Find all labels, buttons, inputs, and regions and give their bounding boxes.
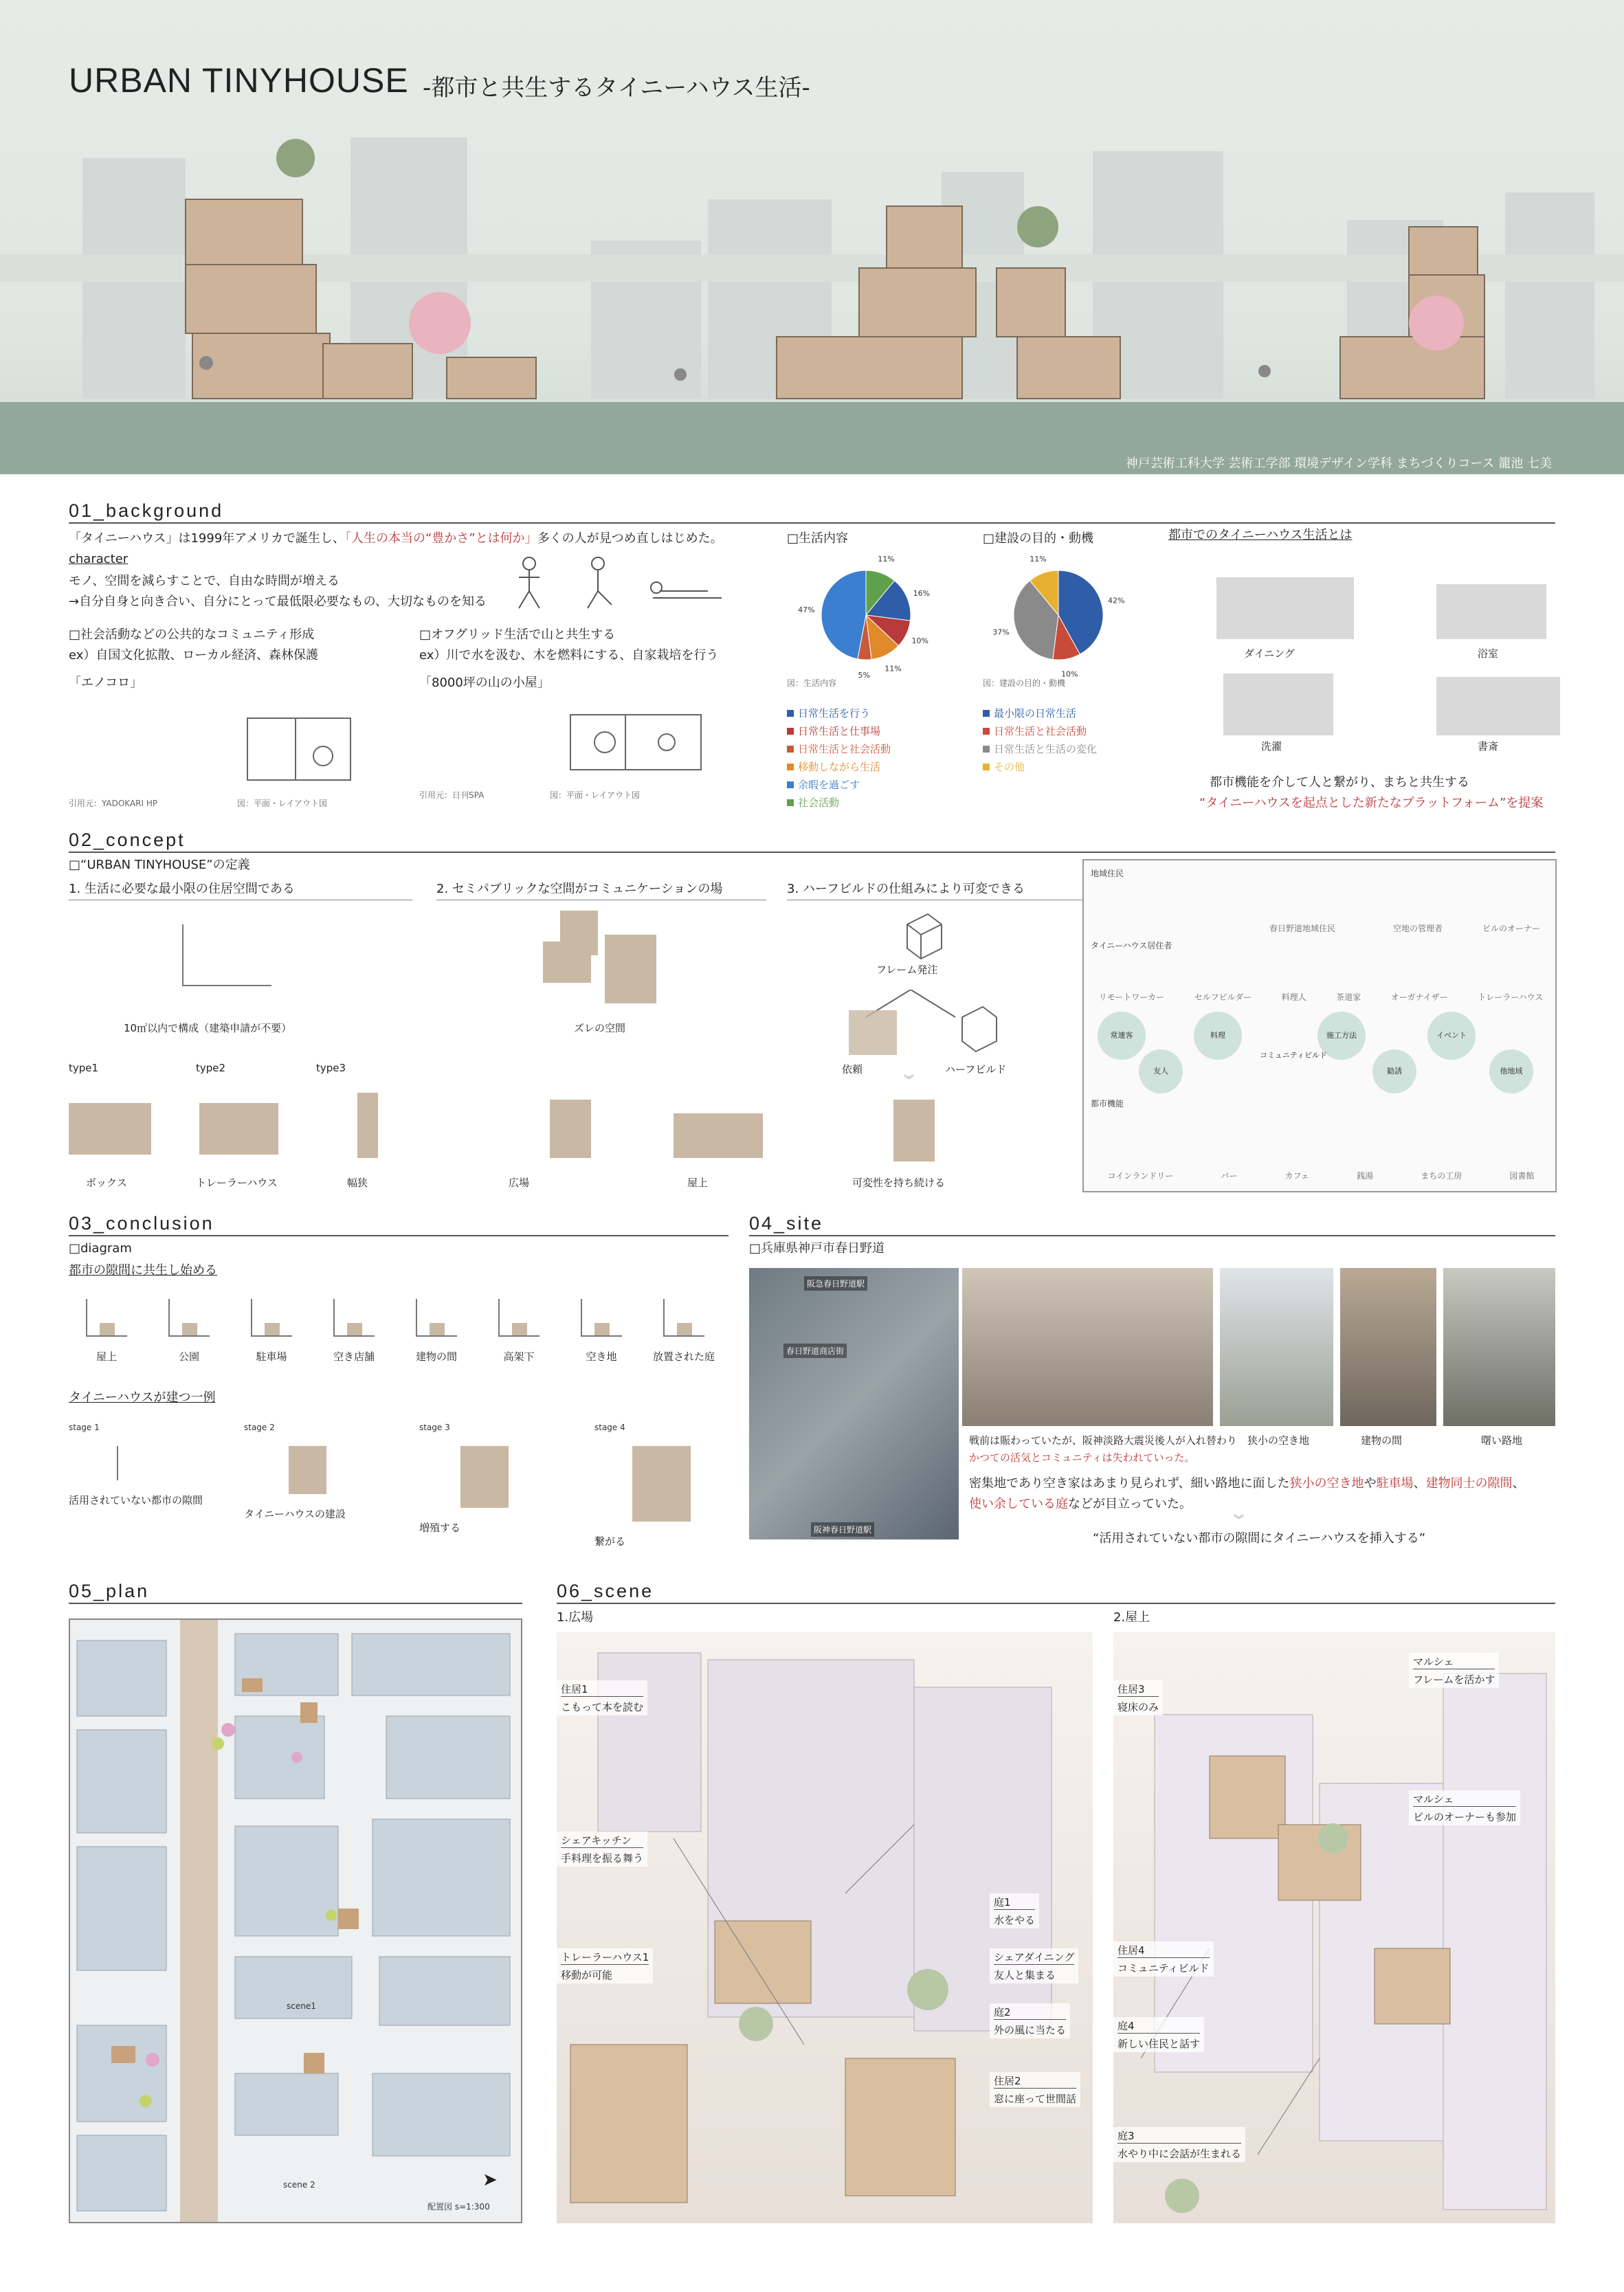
gap-title: 都市の隙間に共生し始める bbox=[69, 1263, 217, 1278]
legend-entry bbox=[787, 722, 891, 740]
pie-slice-label: 16% bbox=[913, 588, 931, 598]
growth-stage bbox=[244, 1423, 402, 1521]
stage-caption: 繋がる bbox=[594, 1535, 626, 1548]
network-city-row bbox=[1084, 1170, 1558, 1181]
section-rule bbox=[749, 1235, 1555, 1236]
annotation-title: シェアキッチン bbox=[561, 1833, 643, 1848]
offgrid-example: ex）川で水を汲む、木を燃料にする、自家栽培を行う bbox=[419, 648, 719, 663]
site-plan bbox=[69, 1618, 522, 2223]
gap-label: 高架下 bbox=[503, 1350, 535, 1363]
stage-label: stage 2 bbox=[244, 1423, 275, 1432]
zure-label: ズレの空間 bbox=[574, 1022, 626, 1034]
intro-text: 「タイニーハウス」は1999年アメリカで誕生し、 bbox=[69, 531, 346, 546]
site-text-highlight: 駐車場 bbox=[1376, 1476, 1414, 1491]
request-cube bbox=[849, 1010, 897, 1055]
network-city-item: まちの工房 bbox=[1421, 1171, 1462, 1181]
legend-label: 余暇を過ごす bbox=[798, 779, 860, 791]
annotation-text: ビルのオーナーも参加 bbox=[1413, 1811, 1517, 1823]
network-th-item: リモートワーカー bbox=[1098, 992, 1165, 1002]
plan-scale: 配置図 s=1:300 bbox=[427, 2202, 490, 2212]
gap-label: 空き店舗 bbox=[333, 1350, 375, 1363]
chevron-down-icon: ︾ bbox=[1234, 1513, 1245, 1526]
gap-icon bbox=[168, 1299, 210, 1337]
network-city-item: バー bbox=[1221, 1171, 1238, 1181]
legend-entry bbox=[787, 758, 891, 776]
network-circle: イベント bbox=[1427, 1012, 1476, 1060]
gap-icon bbox=[498, 1299, 540, 1337]
network-circle: 友人 bbox=[1139, 1049, 1183, 1093]
site-text-highlight: 使い余している庭 bbox=[969, 1497, 1068, 1511]
map-label: 春日野道商店街 bbox=[783, 1344, 847, 1358]
zure-block-2 bbox=[543, 942, 591, 983]
legend-label: 日常生活と社会活動 bbox=[994, 725, 1087, 737]
network-res-item: 春日野道地域住民 bbox=[1269, 924, 1336, 933]
annotation-title: 住居1 bbox=[561, 1682, 643, 1697]
pie-slice-label: 11% bbox=[885, 664, 902, 674]
concept-point-3: 3. ハーフビルドの仕組みにより可変できる bbox=[787, 880, 1103, 900]
annotation-text: 寝床のみ bbox=[1117, 1701, 1159, 1713]
scene-annotation bbox=[557, 1832, 647, 1867]
gap-label: 駐車場 bbox=[256, 1350, 287, 1363]
annotation-title: 庭4 bbox=[1117, 2018, 1200, 2034]
network-th-item: トレーラーハウス bbox=[1478, 992, 1544, 1002]
section-rule bbox=[69, 1603, 522, 1604]
site-text-3 bbox=[969, 1474, 1553, 1494]
legend-swatch bbox=[787, 781, 794, 788]
pie-chart-life-content bbox=[790, 550, 942, 687]
pie-slice-label: 10% bbox=[1061, 669, 1078, 679]
network-tinyhouse-row bbox=[1084, 991, 1558, 1003]
type1-name: ボックス bbox=[86, 1177, 127, 1189]
growth-stage bbox=[419, 1423, 577, 1535]
annotation-text: 移動が可能 bbox=[561, 1969, 613, 1981]
network-circle: 常連客 bbox=[1098, 1012, 1146, 1060]
site-text-highlight: 狭小の空き地 bbox=[1289, 1476, 1364, 1491]
map-label: 阪神春日野道駅 bbox=[811, 1522, 874, 1537]
network-tinyhouse-label: タイニーハウス居住者 bbox=[1091, 941, 1172, 950]
annotation-title: シェアダイニング bbox=[994, 1951, 1075, 1963]
gap-type bbox=[151, 1299, 227, 1364]
legend-label: 移動しながら生活 bbox=[798, 761, 881, 773]
annotation-title: 庭3 bbox=[1117, 2128, 1241, 2144]
case2-plan-caption: 図：平面・レイアウト図 bbox=[550, 790, 641, 800]
site-photo-alley bbox=[1443, 1268, 1555, 1426]
case2-source: 引用元：日刊SPA bbox=[419, 790, 485, 800]
site-photo-label: 狭小の空き地 bbox=[1247, 1434, 1310, 1447]
gap-icon bbox=[251, 1299, 292, 1337]
network-city-item: 銭湯 bbox=[1357, 1171, 1374, 1181]
pie-slice-label: 10% bbox=[911, 636, 928, 646]
gap-type bbox=[234, 1299, 309, 1364]
frame-order-label: フレーム発注 bbox=[876, 964, 938, 976]
section-rule bbox=[69, 1235, 728, 1236]
site-plan-drawing bbox=[70, 1620, 521, 2222]
site-text: 、 bbox=[1512, 1476, 1525, 1491]
city-bath-figure bbox=[1436, 584, 1546, 639]
scene-annotation bbox=[1113, 1941, 1214, 1977]
case1-source: 引用元：YADOKARI HP bbox=[69, 799, 158, 808]
legend-swatch bbox=[983, 746, 990, 753]
section-heading-conclusion: 03_conclusion bbox=[69, 1213, 214, 1234]
network-circle: 他地域 bbox=[1489, 1049, 1533, 1093]
site-text: や bbox=[1364, 1476, 1377, 1491]
section-rule bbox=[557, 1603, 1555, 1604]
stage-label: stage 1 bbox=[69, 1423, 100, 1432]
type2-label: type2 bbox=[196, 1062, 226, 1074]
legend-swatch bbox=[787, 728, 794, 735]
scene2-title: 2.屋上 bbox=[1113, 1610, 1150, 1625]
city-item-dining: ダイニング bbox=[1244, 647, 1295, 660]
case1-plan-caption: 図：平面・レイアウト図 bbox=[237, 799, 328, 808]
city-dining-figure bbox=[1216, 577, 1354, 639]
stage-caption: 活用されていない都市の隙間 bbox=[69, 1494, 203, 1506]
scene2-marker: scene 2 bbox=[283, 2180, 315, 2190]
pie2-caption: 図：建設の目的・動機 bbox=[983, 678, 1066, 688]
section-rule bbox=[69, 522, 1555, 524]
legend-entry bbox=[787, 776, 891, 794]
network-th-item: オーガナイザー bbox=[1390, 992, 1448, 1002]
poster-title: URBAN TINYHOUSE bbox=[69, 61, 409, 100]
community-example: ex）自国文化拡散、ローカル経済、森林保護 bbox=[69, 648, 319, 663]
type1-box bbox=[69, 1103, 151, 1155]
case2-floorplan bbox=[543, 701, 715, 783]
gap-types-row bbox=[69, 1299, 728, 1381]
scene1-annotations bbox=[557, 1632, 1093, 2223]
stage-label: stage 4 bbox=[594, 1423, 625, 1432]
minimum-space-diagram bbox=[182, 924, 271, 986]
stage-drawing bbox=[632, 1446, 691, 1522]
intro-text: 多くの人が見つめ直しはじめた。 bbox=[537, 531, 723, 546]
site-photo-arcade bbox=[962, 1268, 1213, 1426]
scene1-title: 1.広場 bbox=[557, 1610, 594, 1625]
city-title: 都市でのタイニーハウス生活とは bbox=[1168, 528, 1353, 542]
annotation-title: 庭1 bbox=[994, 1895, 1035, 1910]
city-text-2: “タイニーハウスを起点とした新たなプラットフォーム”を提案 bbox=[1199, 796, 1544, 810]
city-item-study: 書斎 bbox=[1478, 740, 1499, 753]
legend-label: 社会活動 bbox=[798, 797, 840, 809]
pie-slice-label: 47% bbox=[798, 605, 815, 614]
site-photo-label: 建物の間 bbox=[1361, 1434, 1403, 1447]
concept-definition: □“URBAN TINYHOUSE”の定義 bbox=[69, 858, 250, 872]
type3-narrow bbox=[357, 1093, 378, 1158]
gap-label: 放置された庭 bbox=[652, 1350, 715, 1363]
pie-slice-label: 11% bbox=[878, 555, 895, 564]
legend-swatch bbox=[983, 764, 990, 770]
type1-label: type1 bbox=[69, 1062, 99, 1074]
site-text: 、 bbox=[1413, 1476, 1426, 1491]
annotation-title: 住居3 bbox=[1117, 1682, 1159, 1697]
lifestyle-figures-icon bbox=[502, 550, 728, 612]
section-rule bbox=[69, 852, 1555, 853]
scene-annotation bbox=[990, 1948, 1078, 1983]
city-study-figure bbox=[1436, 677, 1560, 735]
legend-label: 日常生活を行う bbox=[798, 707, 871, 720]
growth-stage bbox=[69, 1423, 227, 1507]
stakeholder-network bbox=[1082, 859, 1557, 1192]
scene1-perspective bbox=[557, 1632, 1093, 2223]
network-circle: 料理 bbox=[1194, 1012, 1242, 1060]
pie-chart-purpose bbox=[983, 550, 1134, 687]
stage-drawing bbox=[117, 1446, 144, 1480]
scene-annotation bbox=[990, 2072, 1080, 2107]
legend-swatch bbox=[787, 799, 794, 806]
site-location: □兵庫県神戸市春日野道 bbox=[749, 1241, 885, 1256]
annotation-text: 手料理を振る舞う bbox=[561, 1852, 644, 1865]
growth-title: タイニーハウスが建つ一例 bbox=[69, 1390, 216, 1405]
site-insert-statement: “活用されていない都市の隙間にタイニーハウスを挿入する” bbox=[1093, 1531, 1426, 1546]
intro-highlight: 「人生の本当の“豊かさ”とは何か」 bbox=[345, 531, 537, 546]
pie2-title: □建設の目的・動機 bbox=[983, 531, 1094, 546]
section-heading-site: 04_site bbox=[749, 1213, 824, 1234]
north-arrow-icon: ➤ bbox=[482, 2170, 498, 2190]
annotation-text: 外の風に当たる bbox=[994, 2024, 1067, 2036]
annotation-text: フレームを活かす bbox=[1413, 1673, 1495, 1686]
case2-title: 「8000坪の山の小屋」 bbox=[419, 676, 550, 690]
annotation-title: 庭2 bbox=[994, 2005, 1066, 2020]
annotation-title: 住居2 bbox=[994, 2073, 1076, 2089]
stage-label: stage 3 bbox=[419, 1423, 450, 1432]
halfbuild-label: ハーフビルド bbox=[945, 1063, 1007, 1076]
site-text: 密集地であり空き家はあまり見られず、細い路地に面した bbox=[969, 1476, 1290, 1491]
case2-photo bbox=[419, 698, 540, 783]
site-text: などが目立っていた。 bbox=[1068, 1497, 1192, 1511]
case1-photo bbox=[69, 701, 199, 794]
legend-swatch bbox=[787, 710, 794, 717]
scene-annotation bbox=[1409, 1653, 1499, 1688]
city-text-1: 都市機能を介して人と繋がり、まちと共生する bbox=[1210, 775, 1469, 790]
growth-stages bbox=[69, 1423, 728, 1560]
type3-label: type3 bbox=[316, 1062, 346, 1074]
annotation-text: 水をやる bbox=[994, 1914, 1036, 1926]
type2-name: トレーラーハウス bbox=[196, 1177, 278, 1189]
plaza-block bbox=[550, 1100, 591, 1158]
scene-annotation bbox=[557, 1680, 647, 1715]
network-circle-label: コミュニティビルド bbox=[1260, 1051, 1327, 1060]
diagram-label: □diagram bbox=[69, 1241, 132, 1256]
gap-icon bbox=[581, 1299, 622, 1337]
growth-stage bbox=[594, 1423, 753, 1548]
scene-annotation bbox=[990, 1893, 1039, 1928]
author-credit: 神戸芸術工科大学 芸術工学部 環境デザイン学科 まちづくりコース 籠池 七美 bbox=[1125, 456, 1552, 471]
site-photo-label: 曙い路地 bbox=[1481, 1434, 1523, 1447]
rooftop-label: 屋上 bbox=[687, 1177, 709, 1189]
network-circles bbox=[1084, 1012, 1558, 1094]
network-residents-label: 地域住民 bbox=[1091, 869, 1124, 878]
gap-type bbox=[564, 1299, 639, 1364]
annotation-title: トレーラーハウス1 bbox=[561, 1951, 649, 1963]
annotation-text: 水やり中に会話が生まれる bbox=[1117, 2148, 1242, 2160]
section-heading-plan: 05_plan bbox=[69, 1581, 150, 1601]
rooftop-block bbox=[674, 1113, 763, 1158]
scene2-annotations bbox=[1113, 1632, 1555, 2223]
character-line-1: モノ、空間を減らすことで、自由な時間が増える bbox=[69, 574, 340, 588]
legend-label: 日常生活と仕事場 bbox=[798, 725, 881, 737]
site-photo-between bbox=[1340, 1268, 1436, 1426]
halfbuild-cube-icon bbox=[952, 1000, 1007, 1055]
annotation-title: 住居4 bbox=[1117, 1943, 1210, 1958]
legend-swatch bbox=[787, 764, 794, 770]
network-circle: 勧誘 bbox=[1372, 1049, 1416, 1093]
network-res-item: 空地の管理者 bbox=[1393, 924, 1443, 933]
request-label: 依頼 bbox=[842, 1063, 863, 1076]
legend-label: 最小限の日常生活 bbox=[994, 707, 1077, 720]
scene2-perspective bbox=[1113, 1632, 1555, 2223]
network-th-item: 料理人 bbox=[1281, 992, 1306, 1002]
gap-label: 公園 bbox=[178, 1350, 199, 1363]
legend-swatch bbox=[983, 710, 990, 717]
offgrid-title: □オフグリッド生活で山と共生する bbox=[419, 627, 616, 642]
stage-drawing bbox=[289, 1446, 326, 1494]
network-th-item: セルフビルダー bbox=[1194, 992, 1252, 1002]
network-city-item: カフェ bbox=[1284, 1171, 1309, 1181]
gap-icon bbox=[86, 1299, 127, 1337]
annotation-text: 友人と集まる bbox=[994, 1969, 1056, 1981]
site-text-highlight: 建物同士の隙間 bbox=[1425, 1476, 1513, 1491]
concept-point-2: 2. セミパブリックな空間がコミュニケーションの場 bbox=[436, 880, 766, 900]
background-intro bbox=[69, 529, 770, 549]
stage-drawing bbox=[460, 1446, 509, 1508]
legend-entry bbox=[983, 722, 1097, 740]
keep-variable-label: 可変性を持ち続ける bbox=[852, 1177, 946, 1189]
city-item-bath: 浴室 bbox=[1478, 647, 1499, 660]
section-heading-concept: 02_concept bbox=[69, 830, 186, 850]
poster-subtitle: -都市と共生するタイニーハウス生活- bbox=[423, 74, 810, 102]
stage-caption: 増殖する bbox=[419, 1522, 461, 1534]
gap-type bbox=[481, 1299, 557, 1364]
pie-slice bbox=[821, 570, 866, 659]
pie-slice-label: 42% bbox=[1108, 596, 1125, 605]
scene1-marker: scene1 bbox=[287, 2001, 316, 2011]
legend-swatch bbox=[787, 746, 794, 753]
area-note: 10㎡以内で構成（建築申請が不要） bbox=[124, 1022, 292, 1034]
annotation-text: 新しい住民と話す bbox=[1117, 2038, 1201, 2050]
annotation-title: マルシェ bbox=[1413, 1792, 1516, 1807]
legend-entry bbox=[787, 794, 891, 812]
character-label: character bbox=[69, 552, 129, 566]
network-city-label: 都市機能 bbox=[1091, 1099, 1124, 1109]
gap-type bbox=[316, 1299, 392, 1364]
gap-icon bbox=[333, 1299, 375, 1337]
pie1-legend bbox=[787, 704, 891, 812]
site-text-1: 戦前は賑わっていたが、阪神淡路大震災後人が入れ替わり bbox=[969, 1434, 1237, 1447]
scene-annotation bbox=[1113, 2017, 1204, 2052]
network-city-item: コインランドリー bbox=[1107, 1171, 1174, 1181]
gap-icon bbox=[663, 1299, 704, 1337]
chevron-down-icon: ︾ bbox=[904, 1073, 915, 1086]
plaza-label: 広場 bbox=[509, 1177, 530, 1189]
pie-slice-label: 5% bbox=[858, 670, 870, 680]
scene-annotation bbox=[990, 2003, 1070, 2038]
annotation-text: 窓に座って世間話 bbox=[994, 2093, 1077, 2105]
legend-entry bbox=[983, 740, 1097, 758]
legend-entry bbox=[983, 704, 1097, 722]
gap-label: 建物の間 bbox=[415, 1350, 457, 1363]
annotation-text: こもって本を読む bbox=[561, 1701, 644, 1713]
type3-name: 幅狭 bbox=[347, 1177, 368, 1189]
legend-entry bbox=[787, 704, 891, 722]
site-text-4 bbox=[969, 1495, 1192, 1515]
case1-floorplan bbox=[220, 708, 364, 790]
map-label: 阪急春日野道駅 bbox=[804, 1276, 867, 1291]
legend-entry bbox=[983, 758, 1097, 776]
gap-label: 屋上 bbox=[96, 1350, 117, 1363]
case1-title: 「エノコロ」 bbox=[69, 676, 143, 690]
pie-slice-label: 11% bbox=[1030, 555, 1047, 564]
network-res-item: ビルのオーナー bbox=[1482, 924, 1541, 933]
city-laundry-figure bbox=[1223, 674, 1333, 735]
annotation-title: マルシェ bbox=[1413, 1654, 1495, 1669]
variable-stack bbox=[893, 1100, 935, 1161]
legend-label: 日常生活と社会活動 bbox=[798, 743, 891, 755]
community-title: □社会活動などの公共的なコミュニティ形成 bbox=[69, 627, 315, 642]
gap-type bbox=[646, 1299, 722, 1364]
scene-annotation bbox=[1113, 2127, 1245, 2162]
zure-block-3 bbox=[605, 935, 656, 1003]
scene-annotation bbox=[557, 1948, 653, 1983]
scene-annotation bbox=[1113, 1680, 1163, 1715]
concept-point-1: 1. 生活に必要な最小限の住居空間である bbox=[69, 880, 412, 900]
site-photo-vacant-lot bbox=[1220, 1268, 1333, 1426]
pie1-caption: 図：生活内容 bbox=[787, 678, 837, 688]
site-aerial-map bbox=[749, 1268, 959, 1539]
legend-label: その他 bbox=[994, 761, 1025, 773]
network-th-item: 茶道家 bbox=[1336, 992, 1361, 1002]
network-circle: 施工方法 bbox=[1317, 1012, 1366, 1060]
legend-label: 日常生活と生活の変化 bbox=[994, 743, 1098, 755]
gap-type bbox=[399, 1299, 474, 1364]
gap-label: 空き地 bbox=[586, 1350, 617, 1363]
pie2-legend bbox=[983, 704, 1097, 776]
legend-entry bbox=[787, 740, 891, 758]
frame-cube-icon bbox=[893, 907, 948, 962]
gap-icon bbox=[416, 1299, 457, 1337]
character-line-2: →自分自身と向き合い、自分にとって最低限必要なもの、大切なものを知る bbox=[69, 594, 487, 609]
pie-slice-label: 37% bbox=[992, 627, 1010, 637]
type2-trailer bbox=[199, 1103, 278, 1155]
section-heading-background: 01_background bbox=[69, 500, 224, 521]
pie1-title: □生活内容 bbox=[787, 531, 849, 546]
gap-type bbox=[69, 1299, 144, 1364]
city-item-laundry: 洗濯 bbox=[1261, 740, 1282, 753]
annotation-text: コミュニティビルド bbox=[1117, 1962, 1210, 1974]
legend-swatch bbox=[983, 728, 990, 735]
scene-annotation bbox=[1409, 1790, 1520, 1825]
stage-caption: タイニーハウスの建設 bbox=[244, 1508, 346, 1520]
section-heading-scene: 06_scene bbox=[557, 1581, 654, 1601]
network-city-item: 図書館 bbox=[1509, 1171, 1535, 1181]
site-text-2: かつての活気とコミュニティは失われていった。 bbox=[969, 1451, 1195, 1464]
